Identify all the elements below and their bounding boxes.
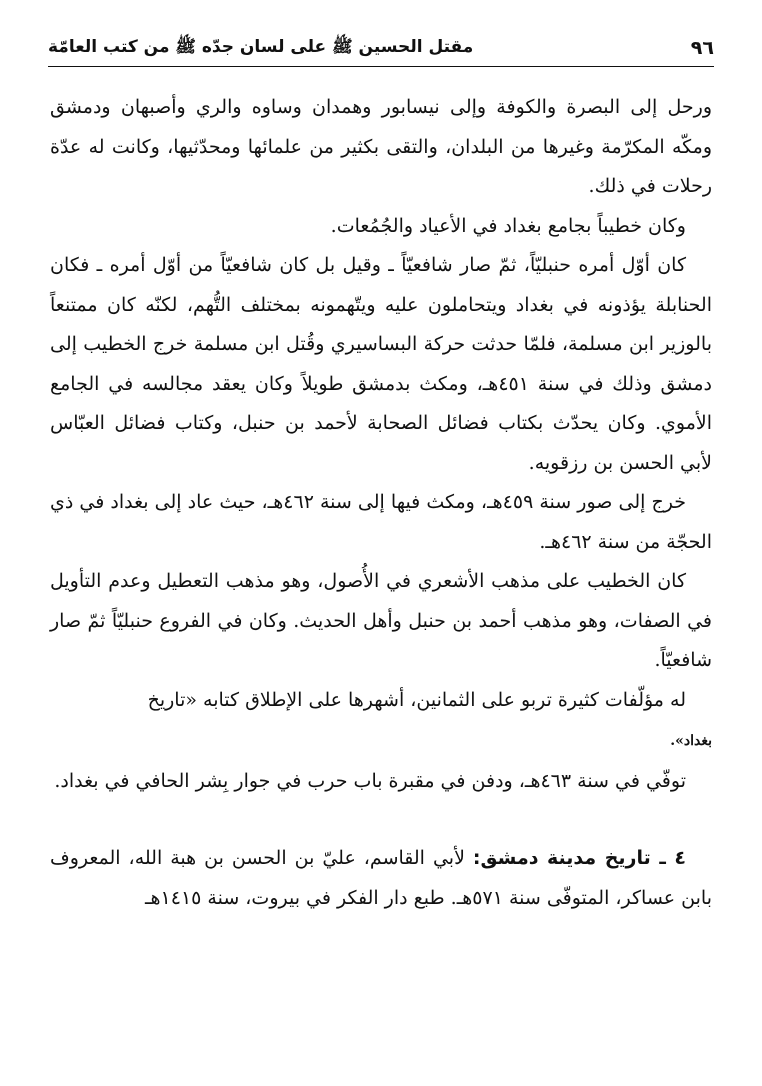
- paragraph-travels: ورحل إلى البصرة والكوفة وإلى نيسابور وهمدان وساوه والري وأصبهان ودمشق ومكّه المكرّمة وغيرها من البلدان، والتقى بكثير من علمائها ومحدّثيها، وكانت له عدّة رحلات في ذلك.: [50, 96, 712, 197]
- paragraph-tyre: خرج إلى صور سنة ٤٥٩هـ، ومكث فيها إلى سنة ٤٦٢هـ، حيث عاد إلى بغداد في ذي الحجّة من سنة ٤٦٢هـ.: [50, 491, 712, 553]
- page-number: ٩٦: [690, 37, 714, 59]
- works-tail: بغداد».: [670, 733, 712, 749]
- page-header: [48, 30, 714, 67]
- paragraph-usul: كان الخطيب على مذهب الأشعري في الأُصول، وهو مذهب التعطيل وعدم التأويل في الصفات، وهو مذهب أحمد بن حنبل وأهل الحديث. وكان في الفروع حنبليّاً ثمّ صار شافعيّاً.: [50, 570, 712, 671]
- body-text: [50, 88, 712, 918]
- running-title: مقتل الحسين ﷺ على لسان جدّه ﷺ من كتب العامّة: [48, 36, 474, 57]
- section-spacer: [50, 801, 712, 839]
- paragraph-death: توفّي في سنة ٤٦٣هـ، ودفن في مقبرة باب حرب في جوار بِشر الحافي في بغداد.: [54, 769, 686, 792]
- reference-entry: [50, 839, 712, 918]
- reference-text: لأبي القاسم، عليّ بن الحسن بن هبة الله، المعروف بابن عساكر، المتوفّى سنة ٥٧١هـ. طبع دار الفكر في بيروت، سنة ١٤١٥هـ: [50, 847, 712, 909]
- reference-title: ٤ ـ تاريخ مدينة دمشق:: [472, 847, 686, 869]
- works-text: له مؤلّفات كثيرة تربو على الثمانين، أشهرها على الإطلاق كتابه «تاريخ: [147, 688, 686, 711]
- paragraph-works: [50, 681, 712, 762]
- paragraph-madhhab-history: كان أوّل أمره حنبليّاً، ثمّ صار شافعيّاً ـ وقيل بل كان شافعيّاً من أوّل أمره ـ فكان الحنابلة يؤذونه في بغداد ويتحاملون عليه ويتّهمونه بمختلف التُّهم، لكنّه كان ممتنعاً بالوزير ابن مسلمة، فلمّا حدثت حركة البساسيري وقُتل ابن مسلمة خرج الخطيب إلى دمشق وذلك في سنة ٤٥١هـ، ومكث بدمشق طويلاً وكان يعقد مجالسه في الجامع الأموي. وكان يحدّث بكتاب فضائل الصحابة لأحمد بن حنبل، وكتاب فضائل العبّاس لأبي الحسن بن رزقويه.: [50, 254, 712, 474]
- paragraph-preacher: وكان خطيباً بجامع بغداد في الأعياد والجُمُعات.: [330, 214, 686, 237]
